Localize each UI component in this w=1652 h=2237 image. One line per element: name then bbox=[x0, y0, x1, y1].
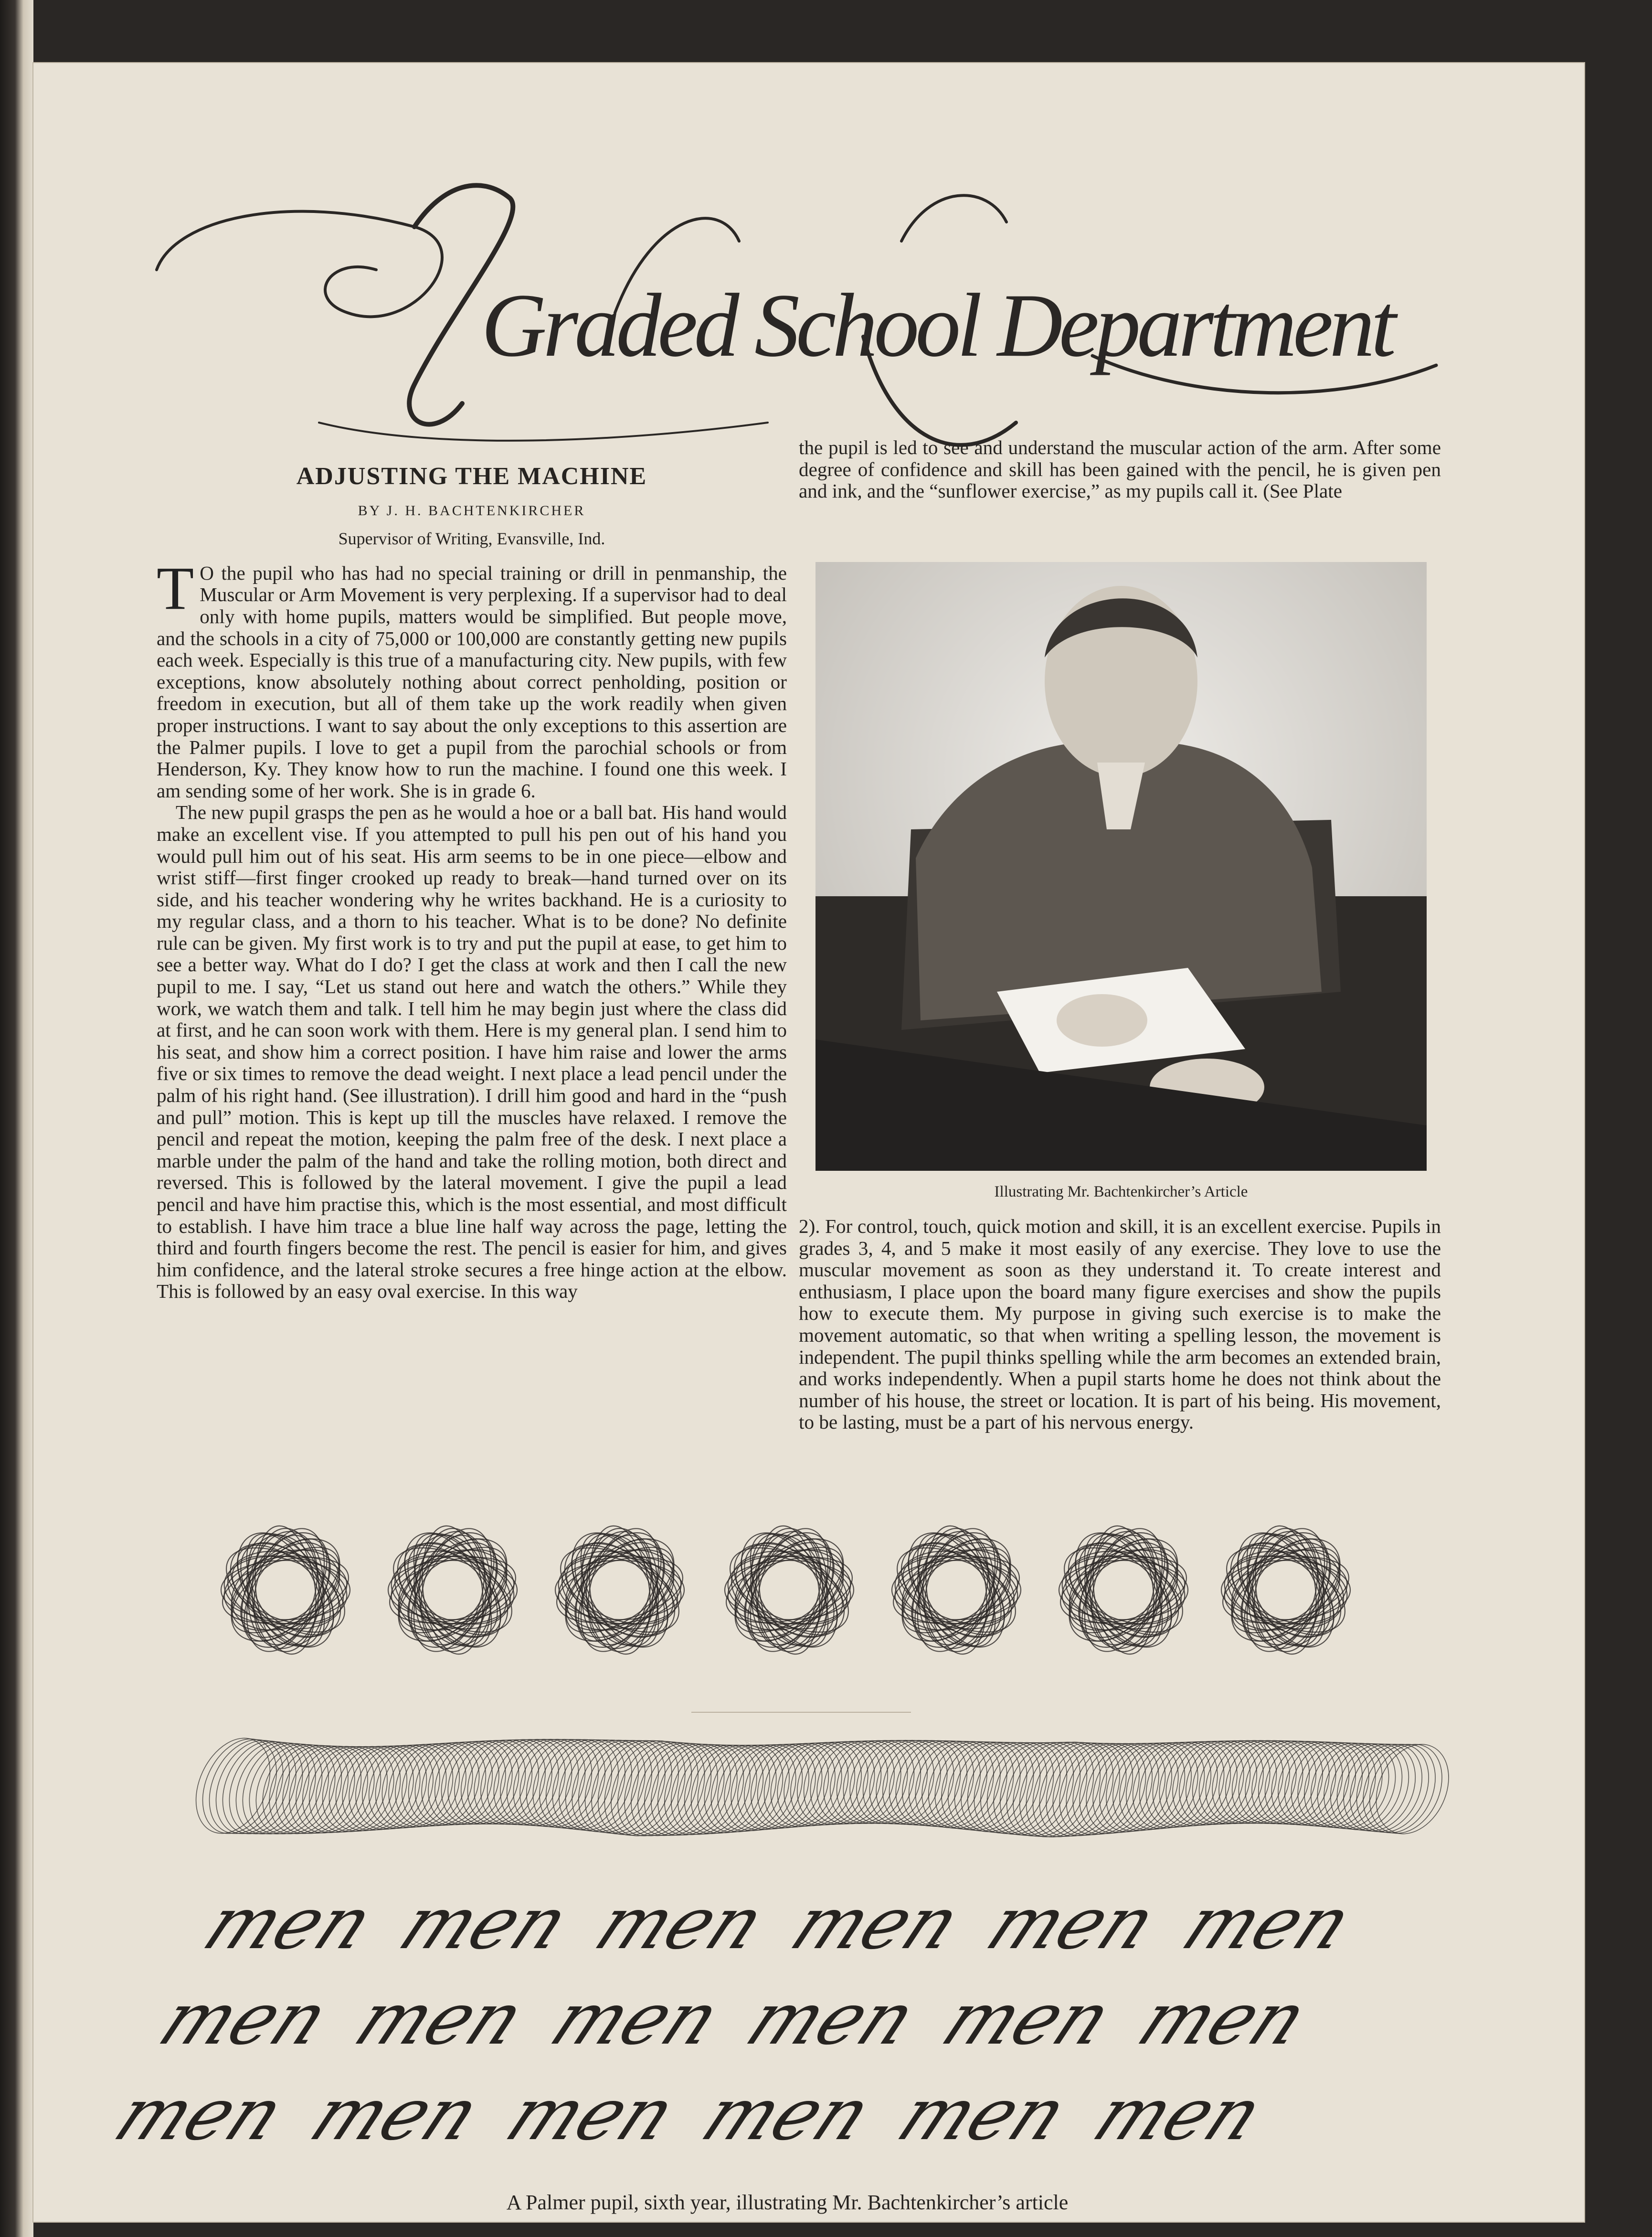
handwritten-word: men bbox=[689, 2073, 885, 2157]
svg-text:Graded School Department: Graded School Department bbox=[481, 276, 1393, 376]
handwritten-word: men bbox=[1081, 2073, 1277, 2157]
article-paragraph: the pupil is led to see and understand the muscular action of the arm. After some degree of confidence and skill has been gained with the pencil, he is given pen and ink, and the “sunflower exercise,” as my pupils call it. (See Plate bbox=[799, 436, 1441, 502]
article-paragraph: T O the pupil who has had no special training or drill in penmanship, the Muscular or Arm Movement is very perplexing. If a supervisor had to deal only with home pupils, matters would be simplified. But people move, and the schools in a city of 75,000 or 100,000 are constantly getting new pupils each week. Especially is this true of a manufacturing city. New pupils, with few exceptions, know absolutely nothing about correct penholding, position or freedom in execution, but all of them take up the work readily when given proper instructions. I want to say about the only exceptions to this assertion are the Palmer pupils. I love to get a pupil from the parochial schools or from Henderson, Ky. They know how to run the machine. I found one this week. I am sending some of her work. She is in grade 6. bbox=[157, 554, 787, 802]
article-body-left bbox=[157, 554, 787, 1303]
handwritten-word: men bbox=[538, 1977, 734, 2061]
author-affiliation: Supervisor of Writing, Evansville, Ind. bbox=[338, 529, 605, 549]
handwritten-word: men bbox=[342, 1977, 538, 2061]
sunflower-drawing bbox=[212, 1516, 359, 1664]
handwritten-word: men bbox=[974, 1882, 1170, 1966]
handwritten-word: men bbox=[298, 2073, 494, 2157]
handwritten-word: men bbox=[147, 1977, 342, 2061]
sunflower-exercise-specimens bbox=[219, 1490, 1441, 1690]
article-title: ADJUSTING THE MACHINE bbox=[296, 463, 647, 490]
handwritten-word: men bbox=[191, 1882, 387, 1966]
handwritten-word: men bbox=[930, 1977, 1125, 2061]
magazine-page bbox=[32, 62, 1585, 2223]
book-binding-edge bbox=[0, 0, 33, 2237]
specimen-caption: A Palmer pupil, sixth year, illustrating Mr. Bachtenkircher’s article bbox=[506, 2191, 1069, 2214]
photo-caption: Illustrating Mr. Bachtenkircher’s Article bbox=[994, 1183, 1248, 1200]
article-byline: BY J. H. BACHTENKIRCHER bbox=[358, 502, 586, 519]
drop-cap: T bbox=[157, 554, 194, 622]
oval-chain bbox=[181, 1726, 1462, 1849]
handwritten-word: men bbox=[387, 1882, 582, 1966]
handwriting-specimen bbox=[102, 1882, 1408, 2177]
article-right-column-bottom bbox=[799, 1216, 1441, 1433]
article-right-column-top bbox=[799, 437, 1441, 502]
article-paragraph: 2). For control, touch, quick motion and skill, it is an excellent exercise. Pupils in grades 3, 4, and 5 make it most easily of any exercise. They love to use the muscular movement as soon as they understand it. To create interest and enthusiasm, I place upon the board many figure exercises and show the pupils how to execute them. My purpose in giving such exercise is to make the movement automatic, so that when writing a spelling lesson, the movement is independent. The pupil thinks spelling while the arm becomes an extended brain, and works independently. When a pupil starts home he does not think about the number of his house, the street or location. It is part of his being. His movement, to be lasting, must be a part of his nervous energy. bbox=[799, 1215, 1441, 1433]
handwritten-word: men bbox=[102, 2073, 298, 2157]
sunflower-drawing bbox=[716, 1516, 862, 1664]
sunflower-drawing bbox=[883, 1516, 1029, 1664]
sunflower-drawing bbox=[547, 1516, 693, 1664]
handwritten-word: men bbox=[582, 1882, 778, 1966]
article-left-column bbox=[157, 463, 787, 1303]
divider bbox=[691, 1712, 911, 1713]
pupil-photograph bbox=[815, 562, 1427, 1171]
continuous-oval-exercise bbox=[176, 1724, 1451, 1848]
article-paragraph: The new pupil grasps the pen as he would a hoe or a ball bat. His hand would make an excellent vise. If you attempted to pull his pen out of his hand you would pull him out of his seat. His arm seems to be in one piece—elbow and wrist stiff—first finger crooked up ready to break—hand turned over on its side, and his teacher wondering why he writes backhand. He is a curiosity to my regular class, and a thorn to his teacher. What is to be done? No definite rule can be given. My first work is to try and put the pupil at ease, to get him to see a better way. What do I do? I get the class at work and then I call the new pupil to me. I say, “Let us stand out here and watch the others.” While they work, we watch them and talk. I tell him he may begin just where the class did at first, and he can soon work with them. Here is my general plan. I send him to his seat, and show him a correct position. I have him raise and lower the arms five or six times to remove the dead weight. I next place a lead pencil under the palm of his right hand. (See illustration). I drill him good and hard in the “push and pull” motion. This is kept up till the muscles have relaxed. I remove the pencil and repeat the motion, keeping the palm free of the desk. I next place a marble under the palm of the hand and take the rolling motion, both direct and reversed. This is followed by the lateral movement. I give the pupil a lead pencil and have him practise this, which is the most essential, and most difficult to establish. I have him trace a blue line half way across the page, letting the third and fourth fingers become the rest. The pencil is easier for him, and gives him confidence, and the lateral stroke secures a free hinge action at the elbow. This is followed by an easy oval exercise. In this way bbox=[157, 801, 787, 1303]
sunflower-drawing bbox=[1213, 1516, 1359, 1664]
sunflower-drawing bbox=[380, 1516, 526, 1664]
handwritten-word: men bbox=[1170, 1882, 1366, 1966]
handwritten-word: men bbox=[1125, 1977, 1321, 2061]
handwritten-word: men bbox=[734, 1977, 930, 2061]
handwritten-word: men bbox=[494, 2073, 689, 2157]
handwritten-word: men bbox=[885, 2073, 1081, 2157]
sunflower-drawing bbox=[1050, 1516, 1197, 1664]
handwritten-word: men bbox=[778, 1882, 974, 1966]
